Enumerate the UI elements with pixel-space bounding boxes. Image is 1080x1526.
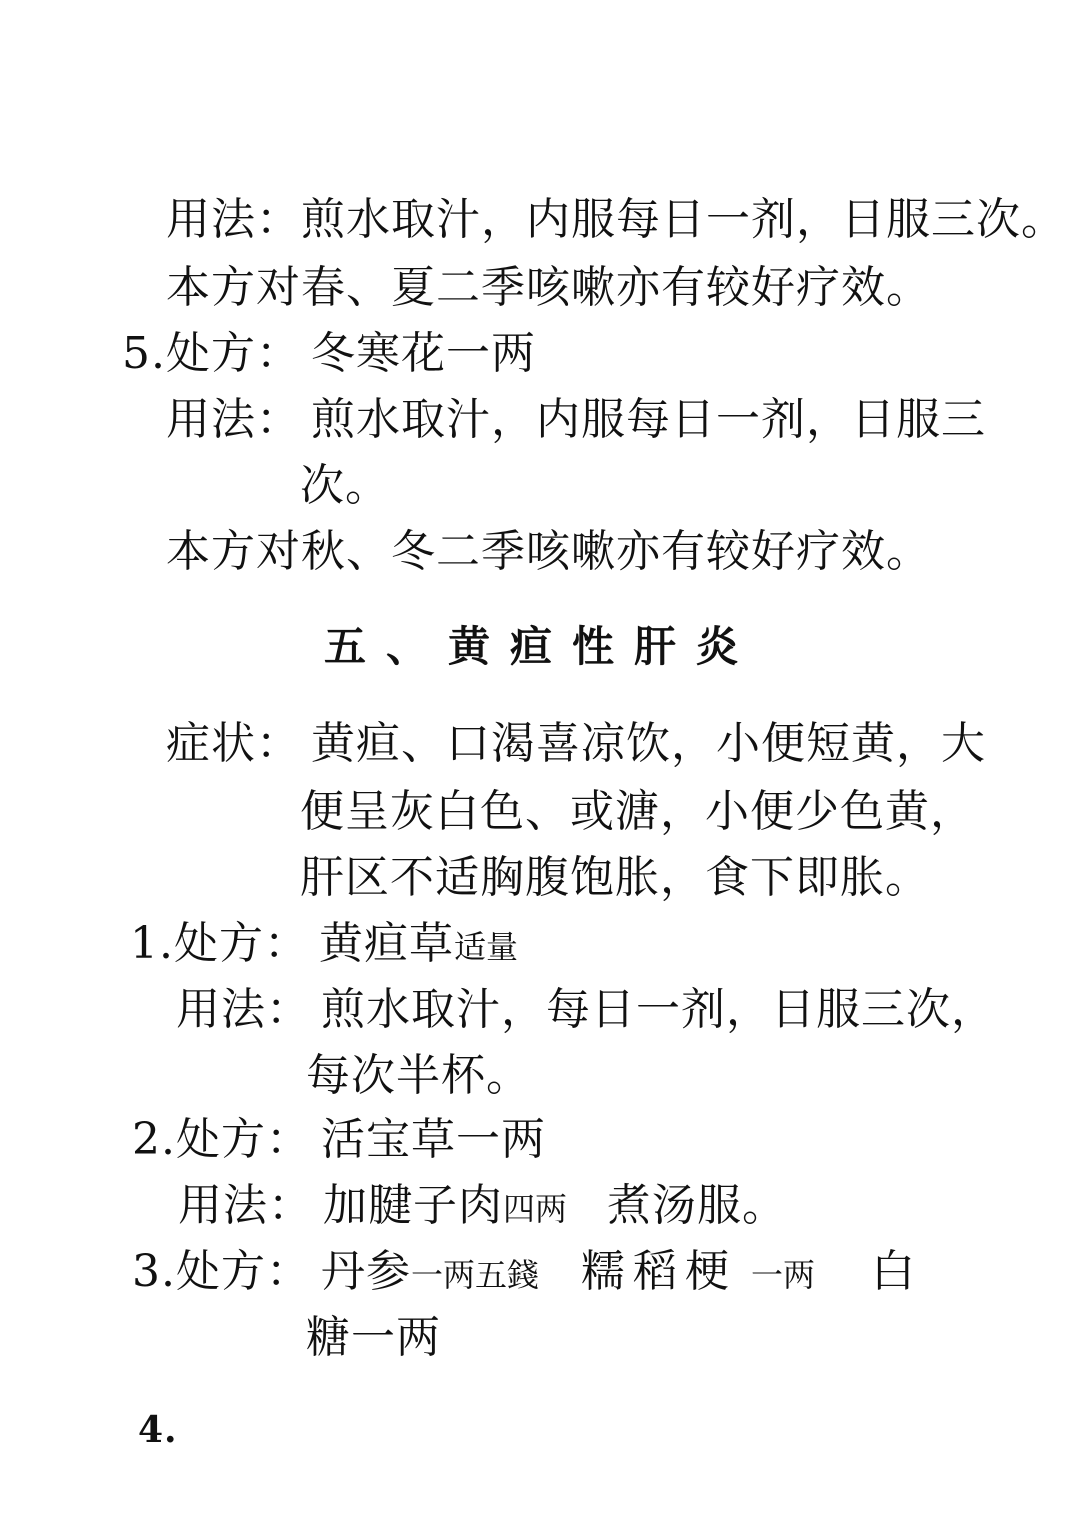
usage-text: 用法：煎水取汁，内服每日一剂，日服三次。 — [166, 194, 1066, 245]
item-number: 5. — [122, 328, 166, 379]
rx1-usage-line — [176, 984, 996, 1035]
usage-text: 煎水取汁，每日一剂，日服三次， — [321, 984, 996, 1035]
rx1-usage-line-2 — [306, 1050, 531, 1101]
section-heading: 五、黄疸性肝炎 — [324, 622, 759, 671]
symptoms-line-3 — [300, 852, 930, 903]
item5-prescription-line — [122, 328, 536, 379]
rx1-prescription-line — [130, 918, 518, 969]
prescription-label: 处方： — [175, 1114, 311, 1165]
rx3-line-2 — [306, 1312, 441, 1363]
note-text: 本方对秋、冬二季咳嗽亦有较好疗效。 — [166, 526, 931, 577]
rx3-prescription-line — [132, 1246, 917, 1297]
page-number: 4. — [138, 1409, 178, 1451]
usage-label: 用法： — [178, 1180, 313, 1231]
rx2-usage-line — [178, 1180, 788, 1231]
note-text: 本方对春、夏二季咳嗽亦有较好疗效。 — [166, 262, 931, 313]
usage-text-cont: 每次半杯。 — [306, 1050, 531, 1101]
usage-dose: 四两 — [503, 1190, 568, 1228]
symptoms-text-cont: 便呈灰白色、或溏，小便少色黄， — [300, 786, 975, 837]
prescription-label: 处方： — [173, 918, 309, 969]
symptoms-text-cont: 肝区不适胸腹饱胀，食下即胀。 — [300, 852, 930, 903]
symptoms-label: 症状： — [166, 718, 301, 769]
item-number: 2. — [132, 1114, 176, 1165]
item-number: 1. — [130, 918, 174, 969]
item5-usage-line — [166, 394, 986, 445]
herb-name-1: 丹参 — [320, 1246, 411, 1297]
herb-name: 黄疸草 — [318, 918, 454, 969]
prescription-label: 处方： — [175, 1246, 311, 1297]
usage-label: 用法： — [166, 394, 301, 445]
prescription-label: 处方： — [165, 328, 301, 379]
item5-note-line — [166, 526, 931, 577]
item-number: 3. — [132, 1246, 176, 1297]
symptoms-line-1 — [166, 718, 986, 769]
usage-label: 用法： — [176, 984, 311, 1035]
herb-dose: 适量 — [453, 928, 518, 966]
item5-usage-line-2 — [300, 460, 390, 511]
usage-text-end: 煮汤服。 — [607, 1180, 788, 1231]
usage-text: 加腱子肉 — [323, 1180, 503, 1231]
herb-dose-2: 一两 — [751, 1256, 816, 1294]
rx2-prescription-line — [132, 1114, 546, 1165]
prescription-text: 冬寒花一两 — [310, 328, 536, 379]
usage-text: 煎水取汁，内服每日一剂，日服三 — [311, 394, 986, 445]
note-line-top — [166, 262, 931, 313]
herb-name-2: 糯稻梗 — [581, 1246, 737, 1297]
usage-line-top — [166, 194, 1066, 245]
symptoms-line-2 — [300, 786, 975, 837]
symptoms-text: 黄疸、口渴喜凉饮，小便短黄，大 — [311, 718, 986, 769]
usage-text-cont: 次。 — [300, 460, 390, 511]
herb-dose-1: 一两五錢 — [410, 1256, 539, 1294]
herb-name-3-start: 白 — [871, 1246, 917, 1297]
herb-name-3-end: 糖一两 — [306, 1312, 441, 1363]
herb-name: 活宝草一两 — [320, 1114, 546, 1165]
